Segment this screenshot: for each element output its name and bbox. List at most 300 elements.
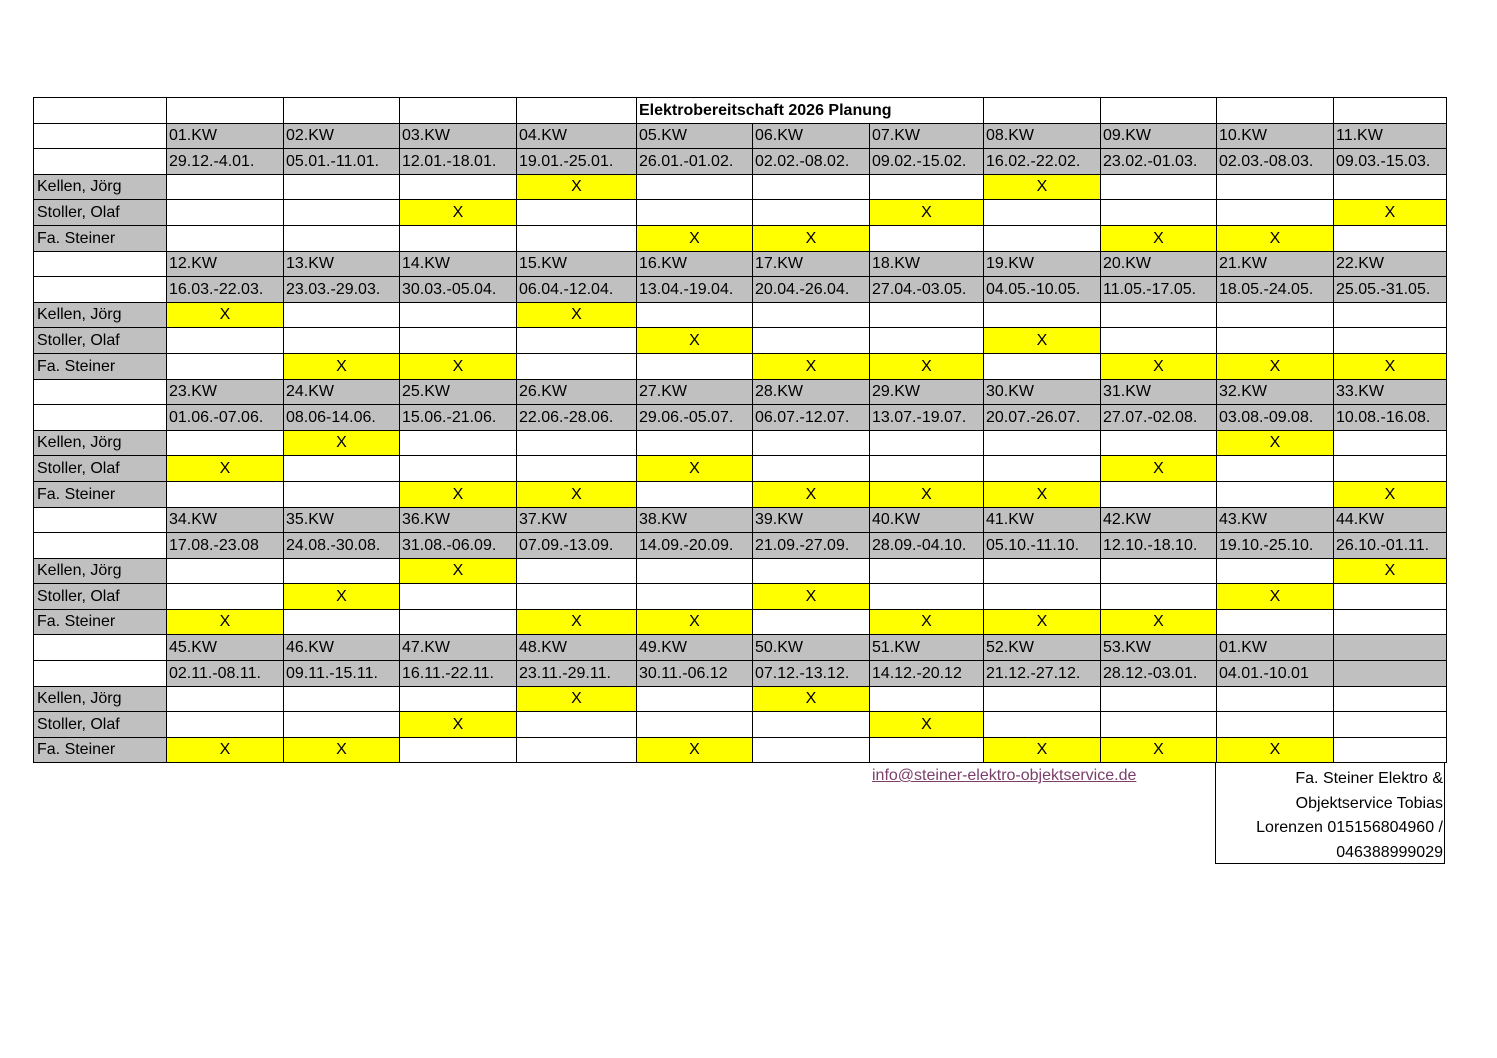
- duty-mark-cell[interactable]: X: [517, 609, 637, 635]
- person-name-cell: Stoller, Olaf: [34, 712, 167, 738]
- empty-duty-cell[interactable]: [870, 737, 984, 763]
- duty-mark-cell[interactable]: X: [870, 481, 984, 507]
- empty-duty-cell[interactable]: [517, 456, 637, 482]
- date-range-cell: 16.11.-22.11.: [400, 661, 517, 687]
- empty-cell: [34, 149, 167, 175]
- week-number-cell: 48.KW: [517, 635, 637, 661]
- week-number-cell: 22.KW: [1334, 251, 1447, 277]
- week-number-cell: 04.KW: [517, 123, 637, 149]
- week-number-cell: 06.KW: [753, 123, 870, 149]
- empty-duty-cell[interactable]: [637, 174, 753, 200]
- empty-duty-cell[interactable]: [1217, 609, 1334, 635]
- duty-mark-cell[interactable]: X: [400, 712, 517, 738]
- empty-duty-cell[interactable]: [1334, 174, 1447, 200]
- empty-duty-cell[interactable]: [984, 225, 1101, 251]
- empty-duty-cell[interactable]: [400, 174, 517, 200]
- empty-duty-cell[interactable]: [753, 430, 870, 456]
- empty-duty-cell[interactable]: [517, 430, 637, 456]
- person-row: [34, 430, 1447, 456]
- empty-cell: [284, 98, 400, 124]
- empty-duty-cell[interactable]: [984, 353, 1101, 379]
- empty-duty-cell[interactable]: [284, 225, 400, 251]
- duty-mark-cell[interactable]: X: [870, 609, 984, 635]
- empty-cell: [1217, 98, 1334, 124]
- empty-duty-cell[interactable]: [1334, 328, 1447, 354]
- week-number-cell: 44.KW: [1334, 507, 1447, 533]
- date-range-cell: 20.04.-26.04.: [753, 277, 870, 303]
- on-call-schedule-table: [33, 97, 1447, 763]
- empty-duty-cell[interactable]: [753, 200, 870, 226]
- date-range-cell: 04.05.-10.05.: [984, 277, 1101, 303]
- date-range-cell: 20.07.-26.07.: [984, 405, 1101, 431]
- empty-duty-cell[interactable]: [1217, 712, 1334, 738]
- person-row: [34, 558, 1447, 584]
- duty-mark-cell[interactable]: X: [984, 737, 1101, 763]
- date-range-cell: 04.01.-10.01: [1217, 661, 1334, 687]
- empty-duty-cell[interactable]: [1101, 328, 1217, 354]
- empty-duty-cell[interactable]: [984, 200, 1101, 226]
- empty-duty-cell[interactable]: [1101, 430, 1217, 456]
- date-range-cell: 29.06.-05.07.: [637, 405, 753, 431]
- empty-duty-cell[interactable]: [984, 584, 1101, 610]
- empty-duty-cell[interactable]: [753, 174, 870, 200]
- week-number-cell: 34.KW: [167, 507, 284, 533]
- empty-duty-cell[interactable]: [1217, 200, 1334, 226]
- duty-mark-cell[interactable]: X: [167, 609, 284, 635]
- duty-mark-cell[interactable]: X: [167, 302, 284, 328]
- duty-mark-cell[interactable]: X: [517, 481, 637, 507]
- week-row: [34, 635, 1447, 661]
- person-row: [34, 609, 1447, 635]
- empty-duty-cell[interactable]: [1334, 302, 1447, 328]
- empty-duty-cell[interactable]: [637, 686, 753, 712]
- contact-line: 046388999029: [1336, 843, 1443, 861]
- empty-cell: [34, 123, 167, 149]
- date-range-cell: 16.03.-22.03.: [167, 277, 284, 303]
- empty-duty-cell[interactable]: [637, 302, 753, 328]
- empty-duty-cell[interactable]: [1334, 430, 1447, 456]
- week-number-cell: 39.KW: [753, 507, 870, 533]
- empty-duty-cell[interactable]: [400, 302, 517, 328]
- empty-duty-cell[interactable]: [870, 584, 984, 610]
- duty-mark-cell[interactable]: X: [637, 737, 753, 763]
- duty-mark-cell[interactable]: X: [1101, 353, 1217, 379]
- week-number-cell: 29.KW: [870, 379, 984, 405]
- date-range-cell: 08.06-14.06.: [284, 405, 400, 431]
- empty-duty-cell[interactable]: [1101, 712, 1217, 738]
- empty-duty-cell[interactable]: [284, 712, 400, 738]
- person-row: [34, 225, 1447, 251]
- person-name-cell: Stoller, Olaf: [34, 456, 167, 482]
- empty-duty-cell[interactable]: [984, 712, 1101, 738]
- empty-cell: [400, 98, 517, 124]
- duty-mark-cell[interactable]: X: [753, 225, 870, 251]
- date-range-row: [34, 533, 1447, 559]
- date-range-cell: 28.12.-03.01.: [1101, 661, 1217, 687]
- empty-duty-cell[interactable]: [167, 174, 284, 200]
- person-name-cell: Fa. Steiner: [34, 737, 167, 763]
- duty-mark-cell[interactable]: X: [984, 328, 1101, 354]
- duty-mark-cell[interactable]: X: [400, 558, 517, 584]
- date-range-cell: 14.12.-20.12: [870, 661, 984, 687]
- empty-duty-cell[interactable]: [400, 225, 517, 251]
- date-range-cell: 11.05.-17.05.: [1101, 277, 1217, 303]
- date-range-cell: 21.12.-27.12.: [984, 661, 1101, 687]
- empty-duty-cell[interactable]: [1217, 328, 1334, 354]
- contact-info-box: [1215, 763, 1445, 864]
- empty-cell: [34, 379, 167, 405]
- week-number-cell: 08.KW: [984, 123, 1101, 149]
- date-range-cell: 27.04.-03.05.: [870, 277, 984, 303]
- person-name-cell: Fa. Steiner: [34, 481, 167, 507]
- duty-mark-cell[interactable]: X: [167, 737, 284, 763]
- date-range-cell: 28.09.-04.10.: [870, 533, 984, 559]
- duty-mark-cell[interactable]: X: [637, 328, 753, 354]
- empty-duty-cell[interactable]: [1101, 558, 1217, 584]
- empty-duty-cell[interactable]: [870, 430, 984, 456]
- week-number-cell: 36.KW: [400, 507, 517, 533]
- date-range-cell: 06.04.-12.04.: [517, 277, 637, 303]
- empty-duty-cell[interactable]: [637, 481, 753, 507]
- duty-mark-cell[interactable]: X: [1217, 584, 1334, 610]
- empty-duty-cell[interactable]: [517, 584, 637, 610]
- duty-mark-cell[interactable]: X: [984, 609, 1101, 635]
- date-range-cell: 31.08.-06.09.: [400, 533, 517, 559]
- date-range-cell: 26.10.-01.11.: [1334, 533, 1447, 559]
- empty-duty-cell[interactable]: [637, 584, 753, 610]
- duty-mark-cell[interactable]: X: [753, 481, 870, 507]
- empty-duty-cell[interactable]: [167, 430, 284, 456]
- week-number-cell: 15.KW: [517, 251, 637, 277]
- duty-mark-cell[interactable]: X: [870, 712, 984, 738]
- person-row: [34, 686, 1447, 712]
- empty-duty-cell[interactable]: [284, 328, 400, 354]
- empty-duty-cell[interactable]: [400, 737, 517, 763]
- duty-mark-cell[interactable]: X: [753, 584, 870, 610]
- person-name-cell: Stoller, Olaf: [34, 200, 167, 226]
- empty-duty-cell[interactable]: [984, 430, 1101, 456]
- empty-duty-cell[interactable]: [517, 353, 637, 379]
- empty-duty-cell[interactable]: [870, 302, 984, 328]
- week-number-cell: [1334, 635, 1447, 661]
- duty-mark-cell[interactable]: X: [517, 302, 637, 328]
- empty-duty-cell[interactable]: [167, 558, 284, 584]
- duty-mark-cell[interactable]: X: [167, 456, 284, 482]
- person-row: [34, 328, 1447, 354]
- week-number-cell: 10.KW: [1217, 123, 1334, 149]
- empty-duty-cell[interactable]: [1217, 481, 1334, 507]
- empty-duty-cell[interactable]: [1217, 302, 1334, 328]
- empty-duty-cell[interactable]: [753, 712, 870, 738]
- duty-mark-cell[interactable]: X: [1217, 430, 1334, 456]
- week-number-cell: 31.KW: [1101, 379, 1217, 405]
- empty-duty-cell[interactable]: [753, 558, 870, 584]
- week-number-cell: 26.KW: [517, 379, 637, 405]
- empty-duty-cell[interactable]: [517, 558, 637, 584]
- duty-mark-cell[interactable]: X: [870, 353, 984, 379]
- empty-duty-cell[interactable]: [517, 328, 637, 354]
- empty-duty-cell[interactable]: [284, 456, 400, 482]
- date-range-cell: 27.07.-02.08.: [1101, 405, 1217, 431]
- empty-duty-cell[interactable]: [167, 200, 284, 226]
- week-number-cell: 13.KW: [284, 251, 400, 277]
- date-range-cell: 09.02.-15.02.: [870, 149, 984, 175]
- contact-line: Objektservice Tobias: [1295, 794, 1443, 812]
- duty-mark-cell[interactable]: X: [400, 481, 517, 507]
- week-number-cell: 45.KW: [167, 635, 284, 661]
- date-range-cell: 23.11.-29.11.: [517, 661, 637, 687]
- date-range-row: [34, 149, 1447, 175]
- person-row: [34, 584, 1447, 610]
- week-number-cell: 03.KW: [400, 123, 517, 149]
- empty-cell: [34, 661, 167, 687]
- date-range-cell: 12.01.-18.01.: [400, 149, 517, 175]
- empty-duty-cell[interactable]: [167, 225, 284, 251]
- date-range-cell: 24.08.-30.08.: [284, 533, 400, 559]
- duty-mark-cell[interactable]: X: [753, 686, 870, 712]
- week-number-cell: 52.KW: [984, 635, 1101, 661]
- duty-mark-cell[interactable]: X: [637, 609, 753, 635]
- duty-mark-cell[interactable]: X: [1334, 353, 1447, 379]
- contact-line: Lorenzen 015156804960 /: [1256, 819, 1443, 836]
- duty-mark-cell[interactable]: X: [1101, 609, 1217, 635]
- empty-duty-cell[interactable]: [870, 456, 984, 482]
- person-name-cell: Kellen, Jörg: [34, 430, 167, 456]
- empty-duty-cell[interactable]: [1101, 686, 1217, 712]
- week-number-cell: 23.KW: [167, 379, 284, 405]
- week-number-cell: 53.KW: [1101, 635, 1217, 661]
- empty-duty-cell[interactable]: [284, 686, 400, 712]
- duty-mark-cell[interactable]: X: [1101, 737, 1217, 763]
- empty-duty-cell[interactable]: [870, 328, 984, 354]
- empty-duty-cell[interactable]: [1217, 686, 1334, 712]
- duty-mark-cell[interactable]: X: [1334, 481, 1447, 507]
- person-row: [34, 481, 1447, 507]
- date-range-row: [34, 405, 1447, 431]
- empty-duty-cell[interactable]: [753, 456, 870, 482]
- empty-duty-cell[interactable]: [517, 225, 637, 251]
- date-range-cell: 23.02.-01.03.: [1101, 149, 1217, 175]
- empty-duty-cell[interactable]: [400, 584, 517, 610]
- empty-duty-cell[interactable]: [1101, 174, 1217, 200]
- duty-mark-cell[interactable]: X: [400, 353, 517, 379]
- person-row: [34, 200, 1447, 226]
- week-number-cell: 46.KW: [284, 635, 400, 661]
- date-range-cell: 10.08.-16.08.: [1334, 405, 1447, 431]
- empty-duty-cell[interactable]: [167, 328, 284, 354]
- empty-duty-cell[interactable]: [984, 558, 1101, 584]
- empty-cell: [517, 98, 637, 124]
- schedule-title: Elektrobereitschaft 2026 Planung: [637, 98, 984, 124]
- week-number-cell: 42.KW: [1101, 507, 1217, 533]
- empty-duty-cell[interactable]: [167, 481, 284, 507]
- week-number-cell: 25.KW: [400, 379, 517, 405]
- empty-duty-cell[interactable]: [1101, 584, 1217, 610]
- date-range-cell: 09.03.-15.03.: [1334, 149, 1447, 175]
- empty-duty-cell[interactable]: [1217, 456, 1334, 482]
- date-range-cell: 07.09.-13.09.: [517, 533, 637, 559]
- empty-duty-cell[interactable]: [637, 200, 753, 226]
- email-link[interactable]: info@steiner-elektro-objektservice.de: [872, 767, 1137, 784]
- empty-duty-cell[interactable]: [984, 686, 1101, 712]
- duty-mark-cell[interactable]: X: [1334, 558, 1447, 584]
- person-name-cell: Kellen, Jörg: [34, 686, 167, 712]
- date-range-cell: 23.03.-29.03.: [284, 277, 400, 303]
- date-range-cell: 09.11.-15.11.: [284, 661, 400, 687]
- empty-duty-cell[interactable]: [284, 302, 400, 328]
- empty-duty-cell[interactable]: [1334, 584, 1447, 610]
- empty-duty-cell[interactable]: [637, 353, 753, 379]
- person-row: [34, 353, 1447, 379]
- empty-duty-cell[interactable]: [284, 481, 400, 507]
- empty-duty-cell[interactable]: [167, 584, 284, 610]
- date-range-cell: 01.06.-07.06.: [167, 405, 284, 431]
- week-row: [34, 507, 1447, 533]
- empty-duty-cell[interactable]: [753, 328, 870, 354]
- week-number-cell: 43.KW: [1217, 507, 1334, 533]
- week-number-cell: 01.KW: [167, 123, 284, 149]
- duty-mark-cell[interactable]: X: [1217, 353, 1334, 379]
- empty-duty-cell[interactable]: [870, 174, 984, 200]
- week-number-cell: 20.KW: [1101, 251, 1217, 277]
- week-number-cell: 14.KW: [400, 251, 517, 277]
- week-number-cell: 40.KW: [870, 507, 984, 533]
- week-number-cell: 16.KW: [637, 251, 753, 277]
- week-number-cell: 05.KW: [637, 123, 753, 149]
- empty-duty-cell[interactable]: [870, 225, 984, 251]
- empty-duty-cell[interactable]: [753, 609, 870, 635]
- empty-duty-cell[interactable]: [284, 200, 400, 226]
- week-number-cell: 28.KW: [753, 379, 870, 405]
- empty-duty-cell[interactable]: [870, 686, 984, 712]
- title-row: [34, 98, 1447, 124]
- empty-duty-cell[interactable]: [284, 558, 400, 584]
- empty-duty-cell[interactable]: [1334, 456, 1447, 482]
- empty-duty-cell[interactable]: [1101, 481, 1217, 507]
- empty-duty-cell[interactable]: [167, 686, 284, 712]
- empty-duty-cell[interactable]: [753, 737, 870, 763]
- date-range-cell: 21.09.-27.09.: [753, 533, 870, 559]
- person-row: [34, 712, 1447, 738]
- date-range-cell: 02.02.-08.02.: [753, 149, 870, 175]
- date-range-cell: 07.12.-13.12.: [753, 661, 870, 687]
- empty-cell: [34, 277, 167, 303]
- empty-duty-cell[interactable]: [1334, 712, 1447, 738]
- empty-duty-cell[interactable]: [870, 558, 984, 584]
- week-number-cell: 24.KW: [284, 379, 400, 405]
- date-range-cell: 03.08.-09.08.: [1217, 405, 1334, 431]
- empty-duty-cell[interactable]: [167, 712, 284, 738]
- empty-cell: [34, 635, 167, 661]
- week-number-cell: 11.KW: [1334, 123, 1447, 149]
- date-range-cell: 13.07.-19.07.: [870, 405, 984, 431]
- duty-mark-cell[interactable]: X: [517, 686, 637, 712]
- duty-mark-cell[interactable]: X: [637, 456, 753, 482]
- person-name-cell: Stoller, Olaf: [34, 328, 167, 354]
- duty-mark-cell[interactable]: X: [637, 225, 753, 251]
- empty-duty-cell[interactable]: [167, 353, 284, 379]
- week-row: [34, 123, 1447, 149]
- empty-duty-cell[interactable]: [984, 456, 1101, 482]
- duty-mark-cell[interactable]: X: [284, 584, 400, 610]
- week-number-cell: 27.KW: [637, 379, 753, 405]
- date-range-cell: 17.08.-23.08: [167, 533, 284, 559]
- date-range-cell: 06.07.-12.07.: [753, 405, 870, 431]
- empty-duty-cell[interactable]: [284, 174, 400, 200]
- empty-duty-cell[interactable]: [400, 328, 517, 354]
- duty-mark-cell[interactable]: X: [284, 353, 400, 379]
- duty-mark-cell[interactable]: X: [984, 481, 1101, 507]
- empty-duty-cell[interactable]: [400, 430, 517, 456]
- duty-mark-cell[interactable]: X: [753, 353, 870, 379]
- empty-duty-cell[interactable]: [400, 456, 517, 482]
- empty-duty-cell[interactable]: [400, 609, 517, 635]
- empty-duty-cell[interactable]: [400, 686, 517, 712]
- duty-mark-cell[interactable]: X: [284, 737, 400, 763]
- empty-duty-cell[interactable]: [753, 302, 870, 328]
- week-number-cell: 49.KW: [637, 635, 753, 661]
- person-name-cell: Fa. Steiner: [34, 353, 167, 379]
- empty-duty-cell[interactable]: [1334, 225, 1447, 251]
- duty-mark-cell[interactable]: X: [1217, 225, 1334, 251]
- empty-duty-cell[interactable]: [637, 558, 753, 584]
- empty-duty-cell[interactable]: [1334, 609, 1447, 635]
- date-range-cell: 30.11.-06.12: [637, 661, 753, 687]
- empty-duty-cell[interactable]: [1217, 174, 1334, 200]
- empty-duty-cell[interactable]: [1101, 200, 1217, 226]
- week-row: [34, 251, 1447, 277]
- date-range-cell: 19.01.-25.01.: [517, 149, 637, 175]
- empty-duty-cell[interactable]: [517, 200, 637, 226]
- empty-duty-cell[interactable]: [1101, 302, 1217, 328]
- duty-mark-cell[interactable]: X: [1217, 737, 1334, 763]
- date-range-cell: 02.11.-08.11.: [167, 661, 284, 687]
- week-number-cell: 17.KW: [753, 251, 870, 277]
- week-number-cell: 47.KW: [400, 635, 517, 661]
- date-range-cell: 12.10.-18.10.: [1101, 533, 1217, 559]
- empty-duty-cell[interactable]: [637, 430, 753, 456]
- duty-mark-cell[interactable]: X: [1101, 456, 1217, 482]
- week-number-cell: 35.KW: [284, 507, 400, 533]
- duty-mark-cell[interactable]: X: [517, 174, 637, 200]
- date-range-cell: 14.09.-20.09.: [637, 533, 753, 559]
- person-row: [34, 174, 1447, 200]
- date-range-cell: 25.05.-31.05.: [1334, 277, 1447, 303]
- date-range-cell: 16.02.-22.02.: [984, 149, 1101, 175]
- empty-duty-cell[interactable]: [1334, 737, 1447, 763]
- duty-mark-cell[interactable]: X: [1101, 225, 1217, 251]
- empty-duty-cell[interactable]: [1334, 686, 1447, 712]
- person-row: [34, 737, 1447, 763]
- empty-duty-cell[interactable]: [1217, 558, 1334, 584]
- empty-duty-cell[interactable]: [637, 712, 753, 738]
- week-number-cell: 02.KW: [284, 123, 400, 149]
- duty-mark-cell[interactable]: X: [284, 430, 400, 456]
- week-number-cell: 41.KW: [984, 507, 1101, 533]
- empty-duty-cell[interactable]: [517, 712, 637, 738]
- empty-duty-cell[interactable]: [284, 609, 400, 635]
- duty-mark-cell[interactable]: X: [984, 174, 1101, 200]
- date-range-cell: 18.05.-24.05.: [1217, 277, 1334, 303]
- date-range-cell: 22.06.-28.06.: [517, 405, 637, 431]
- duty-mark-cell[interactable]: X: [400, 200, 517, 226]
- empty-duty-cell[interactable]: [517, 737, 637, 763]
- empty-duty-cell[interactable]: [984, 302, 1101, 328]
- duty-mark-cell[interactable]: X: [870, 200, 984, 226]
- week-number-cell: 32.KW: [1217, 379, 1334, 405]
- empty-cell: [167, 98, 284, 124]
- duty-mark-cell[interactable]: X: [1334, 200, 1447, 226]
